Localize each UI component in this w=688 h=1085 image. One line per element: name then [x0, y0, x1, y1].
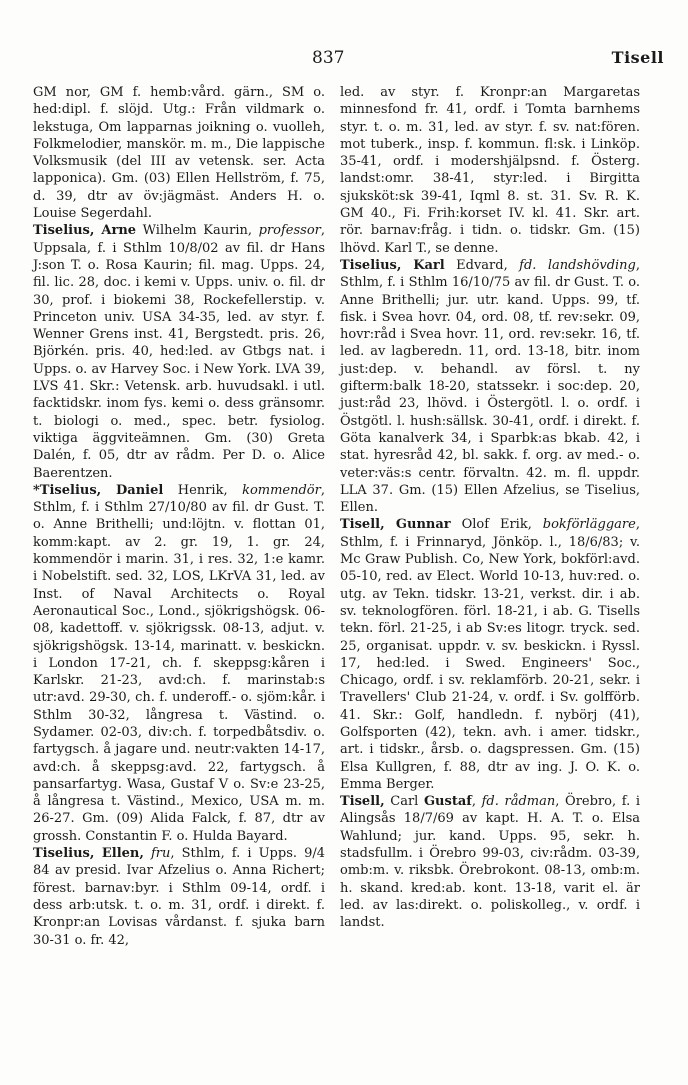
entry-name: Tiselius, Ellen, [33, 846, 144, 862]
entry-tiselius-karl [340, 257, 640, 516]
entry-occupation: fd. rådman [481, 794, 556, 810]
entry-given-names: Henrik, [163, 482, 243, 498]
entry-tisell-gustaf [340, 793, 640, 931]
entry-body: , Sthlm, f. i Frinnaryd, Jönköp. l., 18/6/83; v. Mc Graw Publish. Co, New York, bokförl:avd. 05-10, red. av Elect. World 10-13, huv:red. o. utg. av Tekn. tidskr. 13-21, verkst. dir. i ab. sv. teknologfören. förl. 18-21, i ab. G. Tisells tekn. förl. 21-25, i ab Sv:es litogr. tryck. sed. 25, organisat. uppdr. v. sv. beskickn. i Ryssl. 17, hed:led. i Swed. Engineers' Soc., Chicago, ordf. i sv. reklamförb. 20-21, sekr. i Travellers' Club 21-24, v. ordf. i Sv. golfförb. 41. Skr.: Golf, handledn. f. nybörj (41), Golfsporten (42), tekn. avh. i amer. tidskr., art. i tidskr., årsb. o. dagspressen. Gm. (15) Elsa Kullgren, f. 88, dtr av ing. J. O. K. o. Emma Berger. [340, 517, 640, 792]
entry-body: , Sthlm, f. i Sthlm 16/10/75 av fil. dr Gust. T. o. Anne Brithelli; jur. utr. kand. Upps. 99, tf. fisk. i Svea hovr. 04, ord. 08, tf. rev:sekr. 09, hovr:råd i Svea hovr. 11, ord. rev:sekr. 16, tf. led. av lagberedn. 11, ord. 13-18, bitr. inom just:dep. v. behandl. av försl. t. ny gifterm:balk 18-20, statssekr. i soc:dep. 20, just:råd 23, lhövd. i Östergötl. l. o. ordf. i Östgötl. l. hush:sällsk. 30-41, ordf. i direkt. f. Göta kanalverk 34, i Sparbk:as bkab. 42, i stat. hyresråd 42, bl. sakk. f. org. av med.- o. veter:väs:s centr. förvaltn. 42. m. fl. uppdr. LLA 37. Gm. (15) Ellen Afzelius, se Tiselius, Ellen. [340, 257, 641, 516]
continuation-text: GM nor, GM f. hemb:vård. gärn., SM o. hed:dipl. f. slöjd. Utg.: Från vildmark o. lekstuga, Om lapparnas joikning o. vuolleh, Folkmelodier, manskör. m. m., Die lappische Volksmusik (del III av vetensk. ser. Acta lapponica). Gm. (03) Ellen Hellström, f. 75, d. 39, dtr av öv:jägmäst. Anders H. o. Louise Segerdahl. [33, 85, 325, 222]
left-column [33, 84, 325, 949]
entry-given-names: Olof Erik, [450, 517, 543, 533]
entry-given-names: Carl [384, 794, 424, 810]
entry-occupation: fru [150, 846, 171, 862]
entry-occupation: professor [258, 223, 321, 239]
entry-tiselius-daniel [33, 482, 325, 845]
entry-separator: , [471, 794, 482, 810]
entry-body: , Sthlm, f. i Sthlm 27/10/80 av fil. dr Gust. T. o. Anne Brithelli; und:löjtn. v. flottan 01, komm:kapt. av 2. gr. 19, 1. gr. 24, kommendör i marin. 31, i res. 32, 1:e kamr. i Nobelstift. sed. 32, LOS, LKrVA 31, led. av Inst. of Naval Architects o. Royal Aeronautical Soc., Lond., sjökrigshögsk. 06-08, kadettoff. v. sjökrigssk. 08-13, adjut. v. sjökrigshögsk. 13-14, marinatt. v. beskickn. i London 17-21, ch. f. skeppsg:kåren i Karlskr. 21-23, avd:ch. f. marinstab:s utr:avd. 29-30, ch. f. underoff.- o. sjöm:kår. i Sthlm 30-32, långresa t. Västind. o. Sydamer. 02-03, div:ch. f. torpedbåtsdiv. o. fartygsch. å jagare und. neutr:vakten 14-17, avd:ch. å skeppsg:avd. 22, fartygsch. å pansarfartyg. Wasa, Gustaf V o. Sv:e 23-25, å långresa t. Västind., Mexico, USA m. m. 26-27. Gm. (09) Alida Falck, f. 87, dtr av grossh. Constantin F. o. Hulda Bayard. [33, 482, 325, 844]
entry-tisell-gunnar [340, 516, 640, 793]
continuation-text: led. av styr. f. Kronpr:an Margaretas minnesfond fr. 41, ordf. i Tomta barnhems styr. t. o. m. 31, led. av styr. f. sv. nat:fören. mot tuberk., insp. f. kommun. fl:sk. i Linköp. 35-41, ordf. i modershjälpsnd. f. Österg. landst:omr. 38-41, styr:led. i Birgitta sjuksköt:sk 39-41, Iqml 8. st. 31. Sv. R. K. GM 40., Fi. Frih:korset IV. kl. 41. Skr. art. rör. barnav:fråg. i tidn. o. tidskr. Gm. (15) lhövd. Karl T., se denne. [340, 85, 640, 256]
page-header [0, 48, 688, 74]
entry-name: *Tiselius, Daniel [33, 482, 164, 498]
page-number: 837 [312, 48, 345, 68]
entry-given-names: Wilhelm Kaurin, [136, 223, 259, 239]
entry-occupation: fd. landshövding [519, 257, 636, 273]
entry-name-called: Gustaf [423, 794, 472, 810]
entry-occupation: kommendör [242, 482, 321, 498]
entry-body: , Sthlm, f. i Upps. 9/4 84 av presid. Ivar Afzelius o. Anna Richert; förest. barnav:byr. i Sthlm 09-14, ordf. i dess arb:utsk. t. o. m. 31, ordf. i direkt. f. Kronpr:an Lovisas vårdanst. f. sjuka barn 30-31 o. fr. 42, [33, 846, 325, 948]
right-column [340, 84, 640, 932]
running-head: Tisell [611, 48, 664, 67]
entry-name: Tiselius, Karl [340, 257, 445, 273]
entry-name: Tisell, Gunnar [340, 517, 451, 533]
entry-name: Tiselius, Arne [33, 223, 137, 239]
entry-tiselius-arne [33, 222, 325, 481]
entry-tiselius-ellen [33, 845, 325, 949]
entry-occupation: bokförläggare [542, 517, 636, 533]
entry-body: , Örebro, f. i Alingsås 18/7/69 av kapt. H. A. T. o. Elsa Wahlund; jur. kand. Upps. 95, sekr. h. stadsfullm. i Örebro 99-03, civ:rådm. 03-39, omb:m. v. riksbk. Örebrokont. 08-13, omb:m. h. skand. kred:ab. kont. 13-18, varit el. är led. av las:direkt. o. poliskolleg., v. ordf. i landst. [340, 794, 640, 931]
entry-given-names: Edvard, [444, 257, 520, 273]
entry-given-names [144, 846, 151, 861]
entry-body: , Uppsala, f. i Sthlm 10/8/02 av fil. dr Hans J:son T. o. Rosa Kaurin; fil. mag. Upps. 24, fil. lic. 28, doc. i kemi v. Upps. univ. o. fil. dr 30, prof. i biokemi 38, Rockefellerstip. v. Princeton univ. USA 34-35, led. av styr. f. Wenner Grens inst. 41, Bergstedt. pris. 26, Björkén. pris. 40, hed:led. av Gtbgs nat. i Upps. o. av Harvey Soc. i New York. LVA 39, LVS 41. Skr.: Vetensk. arb. huvudsakl. i utl. facktidskr. inom fys. kemi o. dess gränsomr. t. biologi o. med., spec. betr. fysiolog. viktiga äggviteämnen. Gm. (30) Greta Dalén, f. 05, dtr av rådm. Per D. o. Alice Baerentzen. [33, 223, 326, 481]
entry-name: Tisell, [340, 794, 385, 810]
